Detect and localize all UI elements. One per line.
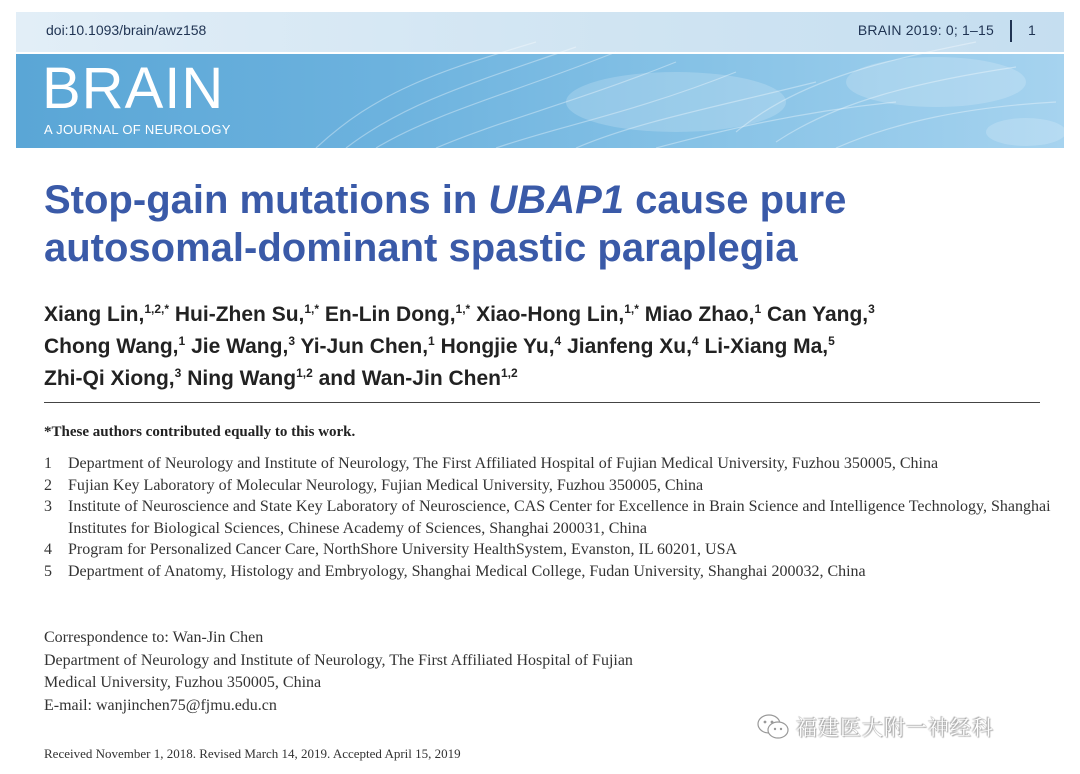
header-separator [1010, 20, 1012, 42]
author: Xiao-Hong Lin,$^{1,*}$ [476, 302, 639, 326]
article-title [44, 176, 846, 272]
author: Can Yang,$^3$ [766, 302, 875, 326]
correspondence-block [44, 627, 633, 717]
title-part2: cause pure [624, 178, 847, 222]
author: Zhi-Qi Xiong,$^3$ [44, 366, 182, 390]
correspondence-email[interactable]: E-mail: wanjinchen75@fjmu.edu.cn [44, 696, 277, 714]
page-number: 1 [1028, 22, 1036, 38]
author: Ning Wang$^{1,2}$ [187, 366, 313, 390]
doi-text: doi:10.1093/brain/awz158 [46, 22, 207, 38]
journal-logo: BRAIN [42, 56, 225, 121]
author: Hongjie Yu,$^4$ [440, 334, 562, 358]
author: Hui-Zhen Su,$^{1,*}$ [174, 302, 320, 326]
author: Miao Zhao,$^1$ [644, 302, 762, 326]
watermark [756, 710, 994, 744]
received-dates: Received November 1, 2018. Revised March 14, 2019. Accepted April 15, 2019 [44, 746, 461, 761]
affiliation-item: 3 Institute of Neuroscience and State Key Laboratory of Neuroscience, CAS Center for Excellence in Brain Science and Intelligence Technology, Shanghai Institutes for Biological Sciences, Chinese Academy of Sciences, Shanghai 200031, China [44, 498, 1051, 537]
title-line2: autosomal-dominant spastic paraplegia [44, 226, 798, 270]
affiliation-list [44, 453, 1054, 582]
affiliation-item: 2 Fujian Key Laboratory of Molecular Neurology, Fujian Medical University, Fuzhou 350005, China [44, 476, 704, 494]
author-list [44, 296, 1054, 392]
author: Xiang Lin,$^{1,2,*}$ [44, 302, 170, 326]
journal-banner [16, 12, 1064, 148]
affiliation-item: 4 Program for Personalized Cancer Care, NorthShore University HealthSystem, Evanston, IL 60201, USA [44, 541, 738, 558]
correspondence-name: Correspondence to: Wan-Jin Chen [44, 629, 264, 646]
correspondence-address-2: Medical University, Fuzhou 350005, China [44, 674, 322, 691]
author: Jianfeng Xu,$^4$ [567, 334, 699, 358]
wechat-icon [756, 713, 790, 741]
author: Yi-Jun Chen,$^1$ [300, 334, 435, 358]
section-rule [44, 402, 1040, 403]
header-divider [16, 52, 1064, 54]
author: En-Lin Dong,$^{1,*}$ [324, 302, 471, 326]
title-gene: UBAP1 [488, 178, 625, 222]
author: Jie Wang,$^3$ [191, 334, 295, 358]
author: Chong Wang,$^1$ [44, 334, 186, 358]
affiliation-item: 5 Department of Anatomy, Histology and Embryology, Shanghai Medical College, Fudan University, Shanghai 200032, China [44, 562, 866, 580]
citation-text: BRAIN 2019: 0; 1–15 [857, 22, 994, 38]
watermark-text: 福建医大附一神经科 [796, 716, 994, 740]
journal-tagline: A JOURNAL OF NEUROLOGY [44, 122, 231, 137]
title-part1: Stop-gain mutations in [44, 178, 489, 222]
author: and Wan-Jin Chen$^{1,2}$ [318, 366, 518, 390]
affiliation-item: 1 Department of Neurology and Institute of Neurology, The First Affiliated Hospital of Fujian Medical University, Fuzhou 350005, China [44, 455, 939, 472]
equal-contribution-note: *These authors contributed equally to this work. [44, 424, 356, 440]
author: Li-Xiang Ma,$^5$ [704, 334, 835, 358]
correspondence-address-1: Department of Neurology and Institute of Neurology, The First Affiliated Hospital of Fujian [44, 651, 633, 669]
